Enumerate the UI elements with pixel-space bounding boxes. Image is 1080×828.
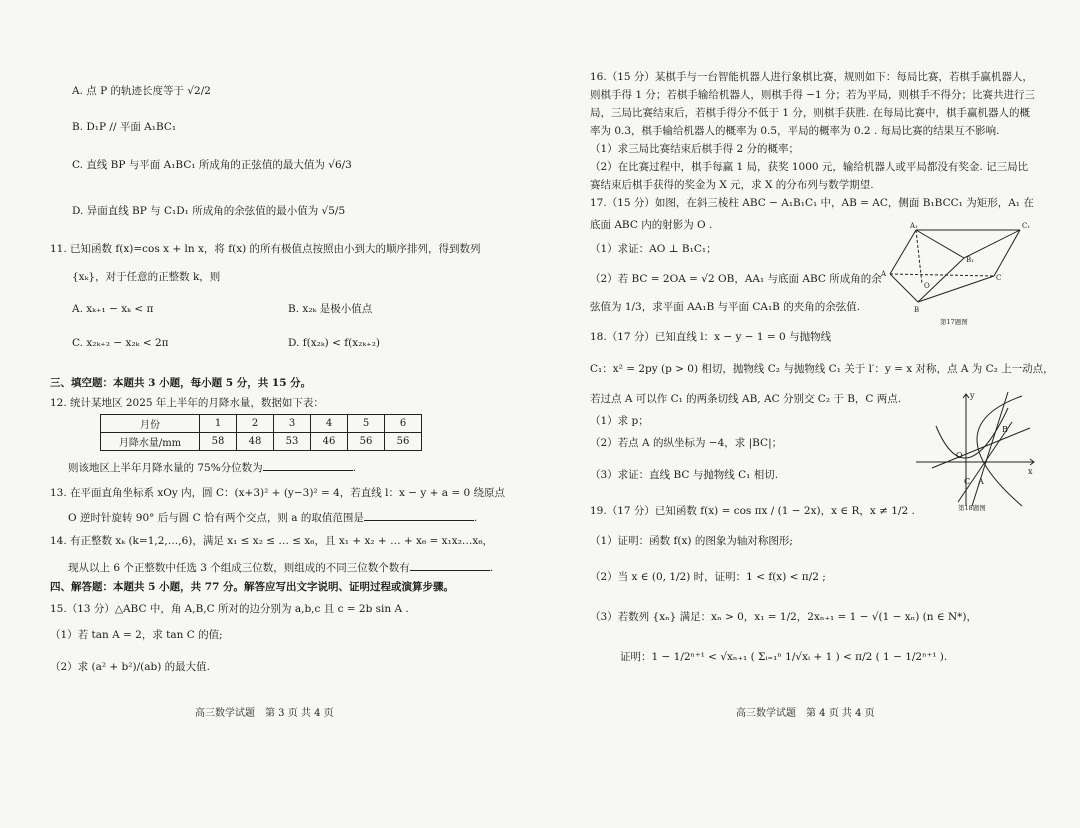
answer-blank [364, 510, 474, 521]
q15-stem: 15.（13 分）△ABC 中，角 A,B,C 所对的边分别为 a,b,c 且 c = 2b sin A . [50, 603, 409, 615]
page-footer: 高三数学试题 第 3 页 共 4 页 [195, 708, 334, 719]
q16-part-1: （1）求三局比赛结束后棋手得 2 分的概率； [590, 143, 800, 155]
table-cell: 48 [237, 433, 274, 451]
q16-line-1: 16.（15 分）某棋手与一台智能机器人进行象棋比赛，规则如下：每局比赛，若棋手赢机器人， [590, 71, 1033, 83]
row-header-rainfall: 月降水量/mm [101, 433, 200, 451]
q12-ask-text: 则该地区上半年月降水量的 75%分位数为 [68, 462, 263, 474]
q18-line-2: C₁：x² = 2py (p > 0) 相切，抛物线 C₂ 与抛物线 C₁ 关于 l′：y = x 对称，点 A 为 C₂ 上一动点， [590, 363, 1054, 375]
q19-part-2: （2）当 x ∈ (0, 1/2) 时，证明：1 < f(x) < π/2 ; [590, 571, 826, 583]
edge-aa1 [890, 230, 916, 274]
table-cell: 58 [200, 433, 237, 451]
q14-ask-text: 现从以上 6 个正整数中任选 3 个组成三位数，则组成的不同三位数个数有 [68, 562, 410, 574]
q18-part-2: （2）若点 A 的纵坐标为 −4，求 |BC|； [590, 437, 783, 449]
fig17-label-b1: B₁ [966, 256, 974, 264]
table-cell: 6 [385, 415, 422, 433]
fig18-label-a: A [978, 477, 984, 486]
q17-part-1: （1）求证：AO ⊥ B₁C₁； [590, 243, 717, 255]
table-row [101, 415, 422, 433]
q18-line-1: 18.（17 分）已知直线 l：x − y − 1 = 0 与抛物线 [590, 331, 832, 343]
q19-proof: 证明：1 − 1/2ⁿ⁺¹ < √xₙ₊₁ ( Σᵢ₌₁ⁿ 1/√xᵢ + 1 ) < π/2 ( 1 − 1/2ⁿ⁺¹ ). [620, 651, 948, 663]
q17-line-1: 17.（15 分）如图，在斜三棱柱 ABC − A₁B₁C₁ 中，AB = AC，侧面 B₁BCC₁ 为矩形，A₁ 在 [590, 197, 1034, 209]
fig17-label-c: C [996, 274, 1002, 282]
q10-option-d: D. 异面直线 BP 与 C₁D₁ 所成角的余弦值的最小值为 √5/5 [72, 205, 346, 217]
q13-line-2: O 逆时针旋转 90° 后与圆 C 恰有两个交点，则 a 的取值范围是 . [68, 512, 478, 524]
figure-18-parabolas [912, 388, 1040, 512]
edge-ac-hidden [890, 274, 994, 276]
q18-line-3: 若过点 A 可以作 C₁ 的两条切线 AB, AC 分别交 C₂ 于 B，C 两点. [590, 393, 902, 405]
fig18-label-b: B [1002, 425, 1008, 434]
table-cell: 1 [200, 415, 237, 433]
fig18-label-y: y [970, 391, 975, 400]
q11-stem: 11. 已知函数 f(x)=cos x + ln x，将 f(x) 的所有极值点按照由小到大的顺序排列，得到数列 [50, 243, 481, 255]
q17-part-2b: 弦值为 1/3，求平面 AA₁B 与平面 CA₁B 的夹角的余弦值. [590, 301, 861, 313]
fig18-label-o: O [956, 451, 963, 460]
table-cell: 4 [311, 415, 348, 433]
table-cell: 2 [237, 415, 274, 433]
table-cell: 53 [274, 433, 311, 451]
parabola-c2 [977, 396, 1022, 506]
parabola-c1 [936, 408, 1008, 458]
table-cell: 56 [348, 433, 385, 451]
q18-part-3: （3）求证：直线 BC 与抛物线 C₁ 相切. [590, 469, 779, 481]
q19-part-3: （3）若数列 {xₙ} 满足：xₙ > 0，x₁ = 1/2，2xₙ₊₁ = 1 − √(1 − xₙ) (n ∈ N*)， [590, 611, 978, 623]
page-4 [560, 0, 1080, 828]
q15-part-2: （2）求 (a² + b²)/(ab) 的最大值. [50, 661, 210, 673]
q16-line-3: 局，三局比赛结束后，若棋手得分不低于 1 分，则棋手获胜. 在每局比赛中，棋手赢机器人的概 [590, 107, 1031, 119]
q16-part-2b: 赛结束后棋手获得的奖金为 X 元，求 X 的分布列与数学期望. [590, 179, 874, 191]
q11-option-b: B. x₂ₖ 是极小值点 [288, 303, 373, 315]
table-cell: 3 [274, 415, 311, 433]
q11-option-c: C. x₂ₖ₊₂ − x₂ₖ < 2π [72, 337, 169, 349]
q16-part-2a: （2）在比赛过程中，棋手每赢 1 局，获奖 1000 元，输给机器人或平局都没有奖金. 记三局比 [590, 161, 1029, 173]
row-header-month: 月份 [101, 415, 200, 433]
q15-part-1: （1）若 tan A = 2，求 tan C 的值; [50, 629, 223, 641]
table-cell: 5 [348, 415, 385, 433]
q19-stem: 19.（17 分）已知函数 f(x) = cos πx / (1 − 2x)，x ∈ R，x ≠ 1/2 . [590, 505, 915, 517]
page-footer: 高三数学试题 第 4 页 共 4 页 [736, 708, 875, 719]
q17-part-2a: （2）若 BC = 2OA = √2 OB，AA₁ 与底面 ABC 所成角的余 [590, 273, 882, 285]
fig18-label-c: C [964, 477, 971, 486]
edge-ab [890, 274, 918, 302]
fig17-label-a: A [881, 270, 887, 278]
q19-part-1: （1）证明：函数 f(x) 的图象为轴对称图形; [590, 535, 793, 547]
q11-option-d: D. f(x₂ₖ) < f(x₂ₖ₊₂) [288, 337, 381, 349]
q13-ask-text: O 逆时针旋转 90° 后与圆 C 恰有两个交点，则 a 的取值范围是 [68, 512, 364, 524]
q10-option-a: A. 点 P 的轨迹长度等于 √2/2 [72, 85, 211, 97]
edge-a1o-hidden [916, 230, 922, 284]
fig17-label-o: O [924, 282, 930, 290]
page-3 [30, 0, 550, 828]
q14-line-1: 14. 有正整数 xₖ (k=1,2,…,6)，满足 x₁ ≤ x₂ ≤ … ≤ x₆，且 x₁ + x₂ + … + x₆ = x₁x₂…x₆， [50, 535, 494, 547]
table-cell: 56 [385, 433, 422, 451]
edge-a1b1 [916, 230, 964, 258]
q13-line-1: 13. 在平面直角坐标系 xOy 内，圆 C：(x+3)² + (y−3)² = 4，若直线 l：x − y + a = 0 绕原点 [50, 487, 506, 499]
answer-blank [410, 560, 490, 571]
q18-part-1: （1）求 p； [590, 415, 649, 427]
table-row [101, 433, 422, 451]
q10-option-b: B. D₁P // 平面 A₁BC₁ [72, 121, 177, 133]
fig17-label-a1: A₁ [910, 222, 918, 230]
q17-line-2: 底面 ABC 内的射影为 O . [590, 219, 713, 231]
figure-17-prism [878, 218, 1038, 330]
fig17-label-c1: C₁ [1022, 222, 1031, 230]
answer-blank [263, 460, 353, 471]
rainfall-table [100, 414, 422, 451]
q14-line-2: 现从以上 6 个正整数中任选 3 个组成三位数，则组成的不同三位数个数有 . [68, 562, 494, 574]
edge-bb1 [918, 258, 964, 302]
fig18-caption: 第18题图 [958, 504, 986, 512]
q16-line-4: 率为 0.3，棋手输给机器人的概率为 0.5，平局的概率为 0.2 . 每局比赛的结果互不影响. [590, 125, 1000, 137]
fig17-label-b: B [914, 306, 920, 314]
q12-question: 则该地区上半年月降水量的 75%分位数为 . [68, 462, 357, 474]
q11-option-a: A. xₖ₊₁ − xₖ < π [72, 303, 154, 315]
section-4-heading: 四、解答题：本题共 5 小题，共 77 分。解答应写出文字说明、证明过程或演算步骤。 [50, 581, 455, 593]
q12-stem: 12. 统计某地区 2025 年上半年的月降水量，数据如下表： [50, 397, 324, 409]
section-3-heading: 三、填空题：本题共 3 小题，每小题 5 分，共 15 分。 [50, 377, 312, 389]
q10-option-c: C. 直线 BP 与平面 A₁BC₁ 所成角的正弦值的最大值为 √6/3 [72, 159, 352, 171]
q16-line-2: 则棋手得 1 分；若棋手输给机器人，则棋手得 −1 分；若为平局，则棋手不得分；比赛共进行三 [590, 89, 1036, 101]
q11-stem-2: {xₖ}，对于任意的正整数 k，则 [72, 271, 221, 283]
fig17-caption: 第17题图 [940, 318, 968, 326]
fig18-label-x: x [1028, 467, 1033, 476]
table-cell: 46 [311, 433, 348, 451]
